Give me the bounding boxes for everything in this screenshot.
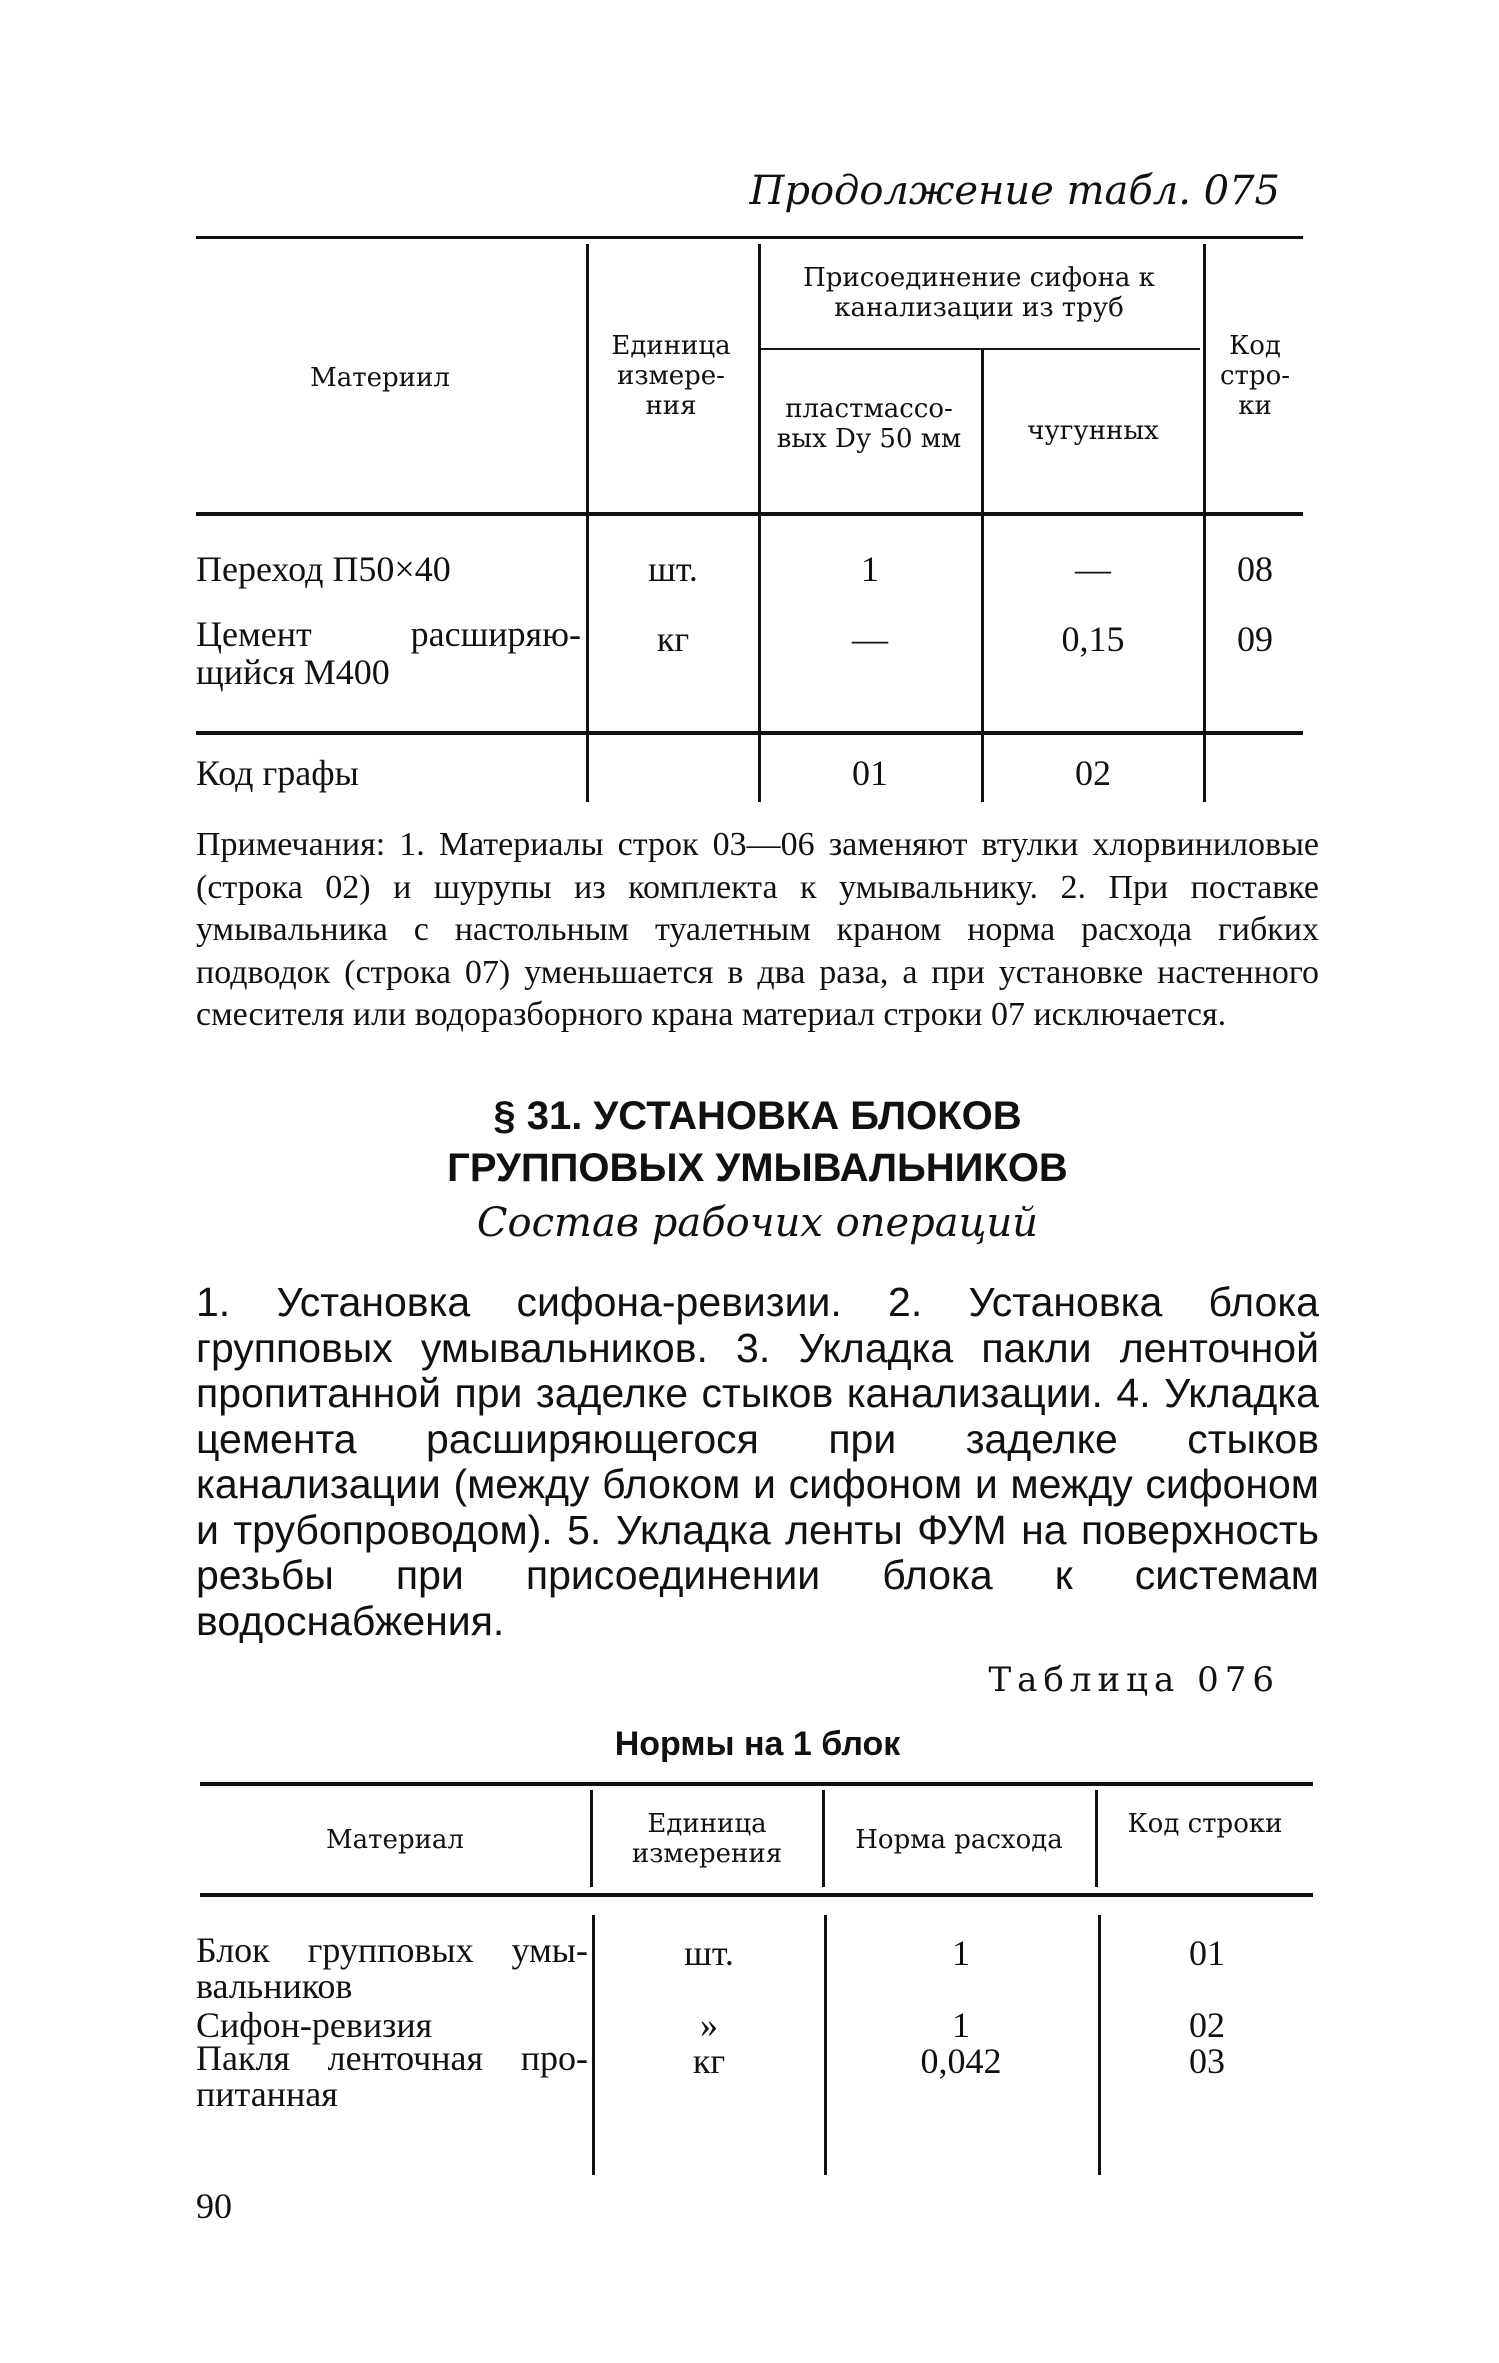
section-title-line: ГРУППОВЫХ УМЫВАЛЬНИКОВ	[447, 1146, 1068, 1190]
col-divider	[824, 1915, 827, 2175]
table-cell-material: Пакля ленточная про- питанная	[196, 2038, 588, 2114]
col-divider	[1098, 1915, 1101, 2175]
operations-title: Состав рабочих операций	[476, 1200, 1039, 1246]
table-cell-plastic: 1	[861, 549, 879, 589]
section-title	[196, 1090, 1319, 1194]
table-cell-code: 09	[1237, 619, 1273, 659]
header-material: Материил	[310, 363, 450, 393]
footer-label: Код графы	[196, 753, 359, 793]
table-cell-unit: »	[700, 2005, 718, 2045]
table-top-rule	[200, 1782, 1313, 1786]
table-cell-rate: 0,042	[920, 2041, 1002, 2081]
table-cell-unit: кг	[656, 619, 690, 659]
header-code: Код строки	[1127, 1809, 1283, 1839]
header-group: Присоединение сифона к канализации из труб	[803, 263, 1155, 323]
table-cell-rate: 1	[952, 2005, 970, 2045]
page-number: 90	[196, 2186, 232, 2226]
col-divider	[590, 1790, 593, 1887]
table-cell-plastic: —	[852, 619, 888, 659]
table-header-rule	[200, 1893, 1313, 1897]
col-divider	[822, 1790, 825, 1887]
footer-cast-iron: 02	[1075, 753, 1111, 793]
table-cell-code: 08	[1237, 549, 1273, 589]
header-rate: Норма расхода	[855, 1825, 1063, 1855]
table-header-rule	[196, 512, 1303, 516]
table-label: Таблица 076	[988, 1660, 1280, 1700]
col-divider	[1203, 244, 1206, 802]
header-code: Код стро- ки	[1219, 331, 1291, 421]
header-plastic: пластмассо- вых Dу 50 мм	[776, 394, 962, 454]
table-notes: Примечания: 1. Материалы строк 03—06 заменяют втулки хлорвиниловые (строка 02) и шурупы из комплекта к умывальнику. 2. При поставке умывальника с настольным туалетным краном норма расхода гибких подводок (строка 07) уменьшается в два раза, а при установке настенного смесителя или водоразборного крана материал строки 07 исключается.	[196, 826, 1319, 1033]
footer-plastic: 01	[852, 753, 888, 793]
table-footer-rule	[196, 731, 1303, 735]
col-divider	[1095, 1790, 1098, 1887]
continuation-title: Продолжение табл. 075	[749, 168, 1280, 214]
operations-text: 1. Установка сифона-ревизии. 2. Установка блока групповых умывальников. 3. Укладка пакли ленточной пропитанной при заделке стыков канализации. 4. Укладка цемента расширяющегося при заделке стыков канализации (между блоком и сифоном и между сифоном и трубопроводом). 5. Укладка ленты ФУМ на поверхность резьбы при присоединении блока к системам водоснабжения.	[196, 1279, 1319, 1644]
table-cell-code: 01	[1189, 1933, 1225, 1973]
table-cell-unit: кг	[692, 2041, 726, 2081]
col-divider	[592, 1915, 595, 2175]
section-title-line: § 31. УСТАНОВКА БЛОКОВ	[493, 1094, 1022, 1138]
col-divider	[981, 350, 984, 802]
col-divider	[586, 244, 589, 802]
table-cell-unit: шт.	[684, 1933, 734, 1973]
header-unit: Единица измере- ния	[611, 331, 731, 421]
table-cell-material: Цемент расширяю- щийся М400	[196, 614, 581, 692]
table-cell-unit: шт.	[648, 549, 698, 589]
group-header-rule	[760, 348, 1200, 350]
table-subtitle: Нормы на 1 блок	[614, 1725, 901, 1763]
table-cell-material: Блок групповых умы- вальников	[196, 1930, 588, 2006]
table-cell-material: Переход П50×40	[196, 549, 451, 589]
table-cell-code: 02	[1189, 2005, 1225, 2045]
table-cell-cast-iron: —	[1075, 549, 1111, 589]
header-unit: Единица измерения	[631, 1809, 783, 1869]
table-top-rule	[196, 236, 1303, 239]
table-cell-rate: 1	[952, 1933, 970, 1973]
table-cell-code: 03	[1189, 2041, 1225, 2081]
header-material: Материал	[326, 1825, 464, 1855]
table-cell-cast-iron: 0,15	[1061, 619, 1125, 659]
header-cast-iron: чугунных	[1027, 416, 1159, 446]
table-cell-material: Сифон-ревизия	[196, 2005, 433, 2045]
col-divider	[758, 244, 761, 802]
